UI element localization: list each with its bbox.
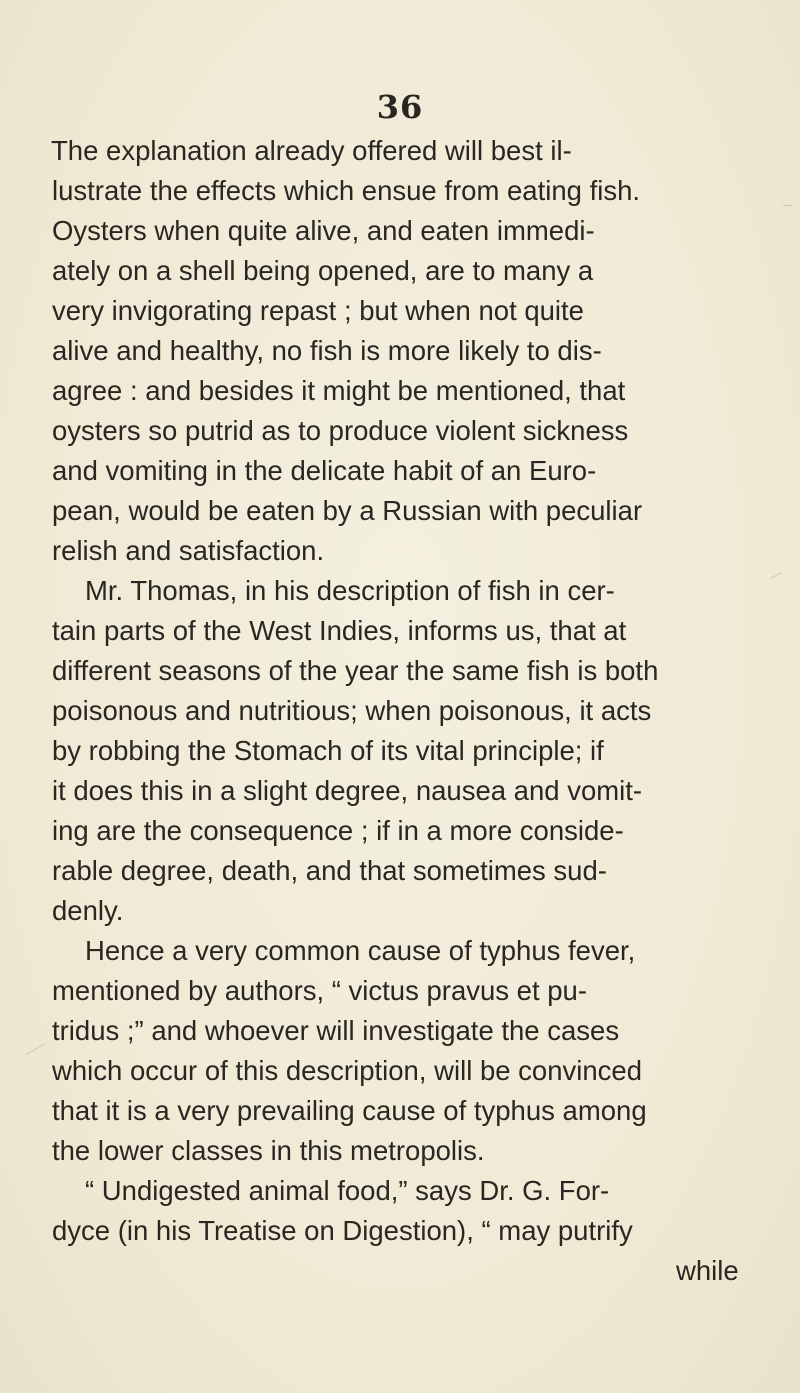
text-line: alive and healthy, no fish is more likely to dis- xyxy=(52,335,602,366)
text-line: Oysters when quite alive, and eaten immedi- xyxy=(52,215,595,246)
scan-mark xyxy=(25,1044,45,1056)
text-line: tain parts of the West Indies, informs us, that at xyxy=(52,615,627,646)
text-line: poisonous and nutritious; when poisonous, it acts xyxy=(52,695,652,726)
text-line: that it is a very prevailing cause of typhus among xyxy=(52,1095,647,1126)
text-line: by robbing the Stomach of its vital principle; if xyxy=(52,735,604,766)
text-line: rable degree, death, and that sometimes sud- xyxy=(52,855,607,886)
text-line: different seasons of the year the same fish is both xyxy=(52,655,659,686)
text-line: oysters so putrid as to produce violent sickness xyxy=(52,415,629,446)
text-line: lustrate the effects which ensue from eating fish. xyxy=(52,175,641,206)
text-line: denly. xyxy=(52,895,124,926)
text-line: ing are the consequence ; if in a more conside- xyxy=(52,815,624,846)
catchword: while xyxy=(676,1255,739,1286)
text-line: very invigorating repast ; but when not quite xyxy=(52,295,584,326)
text-line: The explanation already offered will best il- xyxy=(51,135,572,166)
text-line: relish and satisfaction. xyxy=(52,535,325,566)
text-line: Hence a very common cause of typhus fever, xyxy=(85,935,636,966)
scan-mark xyxy=(783,205,792,206)
text-line: Mr. Thomas, in his description of fish in cer- xyxy=(85,575,615,606)
text-line: pean, would be eaten by a Russian with peculiar xyxy=(52,495,643,526)
text-line: “ Undigested animal food,” says Dr. G. For- xyxy=(85,1175,610,1206)
text-line: tridus ;” and whoever will investigate the cases xyxy=(52,1015,620,1046)
scan-mark xyxy=(770,573,781,579)
text-line: mentioned by authors, “ victus pravus et pu- xyxy=(52,975,587,1006)
text-line: ately on a shell being opened, are to many a xyxy=(52,255,594,286)
page-number: 36 xyxy=(376,88,424,126)
text-line: agree : and besides it might be mentioned, that xyxy=(52,375,626,406)
text-line: it does this in a slight degree, nausea and vomit- xyxy=(52,775,643,806)
text-line: and vomiting in the delicate habit of an Euro- xyxy=(52,455,597,486)
text-line: which occur of this description, will be convinced xyxy=(52,1055,643,1086)
text-line: the lower classes in this metropolis. xyxy=(52,1135,485,1166)
text-line: dyce (in his Treatise on Digestion), “ may putrify xyxy=(52,1215,633,1246)
